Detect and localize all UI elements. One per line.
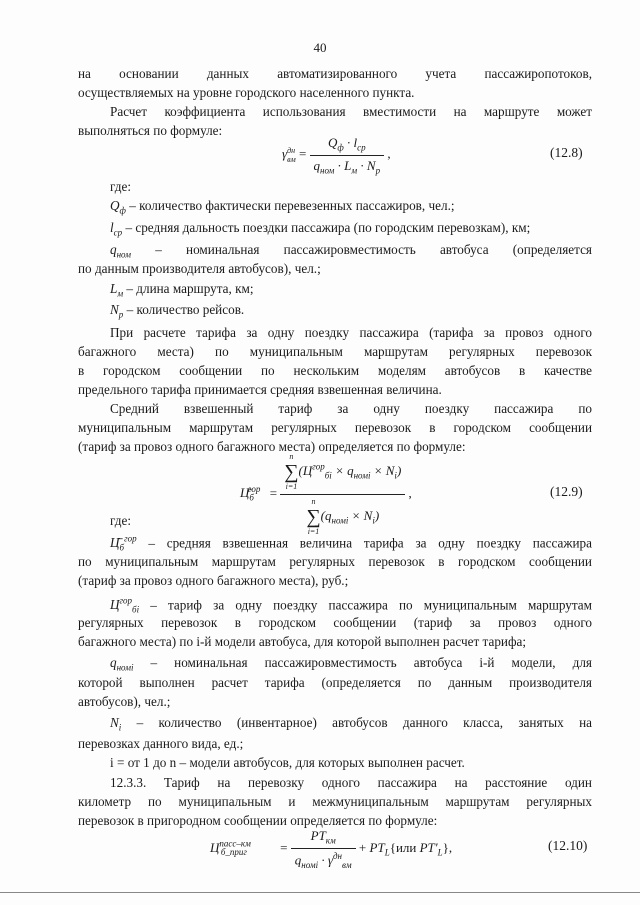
definition: $N_р$ – количество рейсов. — [110, 302, 245, 320]
text-line: При расчете тарифа за одну поездку пассажира (тарифа за провоз одного — [110, 325, 592, 340]
text-line: муниципальным маршрутам регулярных перевозок в городском сообщении — [78, 420, 592, 435]
formula-12-10: $Ц^{пасс-км}_{б\_приг}$ = $\frac{PT_{км}}{q_{номi} \cdot \gamma^{дн}_{вм}}$ + $PT_L\{или$ $PT'_L$}, — [210, 828, 453, 870]
text-line: которой выполнен расчет тарифа (определяется по данным производителя — [78, 675, 592, 690]
definition: $q_{ном}$ – номинальная пассажировместимость автобуса (определяется — [110, 242, 592, 260]
formula-12-9: $Ц̄_б^{гор}$ = n ∑ i=1 $(Ц^{гор}_{бi} \times q_{номi} \times N_i)$ n ∑ i=1 $(q_{номi} \times N_i)$ , — [240, 452, 412, 536]
page-number: 40 — [313, 40, 327, 55]
page-bottom-edge — [0, 892, 640, 893]
where-label: где: — [110, 513, 131, 528]
definition: $Ц^{гор}_{бi}$ – тариф за одну поездку пассажира по муниципальным маршрутам — [110, 596, 592, 616]
where-label: где: — [110, 179, 131, 194]
text-line: километр по муниципальным и межмуниципальным маршрутам регулярных — [78, 794, 592, 809]
text-line: осуществляемых на уровне городского населенного пункта. — [78, 85, 415, 100]
equation-number: (12.8) — [550, 145, 583, 160]
text-line: (тариф за провоз одного багажного места), руб.; — [78, 573, 349, 588]
text-line: Расчет коэффициента использования вместимости на маршруте может — [110, 104, 592, 119]
text-line: перевозках данного вида, ед.; — [78, 736, 244, 751]
text-line: перевозок в пригородном сообщении определяется по формуле: — [78, 813, 438, 828]
text-line: регулярных перевозок в городском сообщении (тариф за провоз одного — [78, 615, 592, 630]
text-line: по данным производителя автобусов), чел.; — [78, 261, 321, 276]
text-line: предельного тарифа принимается средняя взвешенная величина. — [78, 382, 442, 397]
equation-number: (12.9) — [550, 484, 583, 499]
definition: $q_{номi}$ – номинальная пассажировместимость автобуса i-й модели, для — [110, 655, 592, 673]
text-line: багажного места) по i-й модели автобуса, для которой выполнен расчет тарифа; — [78, 634, 527, 649]
text-line: по муниципальным маршрутам регулярных перевозок в городском сообщении — [78, 554, 592, 569]
text-line: автобусов), чел.; — [78, 694, 171, 709]
equation-number: (12.10) — [548, 838, 588, 853]
text-line: выполняться по формуле: — [78, 123, 223, 138]
text-line: Средний взвешенный тариф за одну поездку пассажира по — [110, 401, 592, 416]
section-heading: 12.3.3. Тариф на перевозку одного пассажира на расстояние один — [110, 775, 592, 790]
text-line: на основании данных автоматизированного учета пассажиропотоков, — [78, 66, 592, 81]
definition: $Ц̄_б^{гор}$ – средняя взвешенная величина тарифа за одну поездку пассажира — [110, 534, 592, 554]
definition: $l_{ср}$ – средняя дальность поездки пассажира (по городским перевозкам), км; — [110, 220, 531, 238]
text-line: багажного места) по муниципальным маршрутам регулярных перевозок — [78, 344, 592, 359]
definition: $L_м$ – длина маршрута, км; — [110, 281, 254, 299]
definition: $Q_ф$ – количество фактически перевезенных пассажиров, чел.; — [110, 198, 455, 216]
definition: $N_i$ – количество (инвентарное) автобусов данного класса, занятых на — [110, 715, 592, 733]
text-line: i = от 1 до n – модели автобусов, для которых выполнен расчет. — [110, 755, 465, 770]
text-line: (тариф за провоз одного багажного места) определяется по формуле: — [78, 439, 466, 454]
text-line: в городском сообщении по нескольким моделям автобусов в качестве — [78, 363, 592, 378]
formula-12-8: γ дн вм = $\frac{Q_ф \cdot l_{ср}}{q_{ном} \cdot L_м \cdot N_р}$ , — [282, 135, 391, 176]
